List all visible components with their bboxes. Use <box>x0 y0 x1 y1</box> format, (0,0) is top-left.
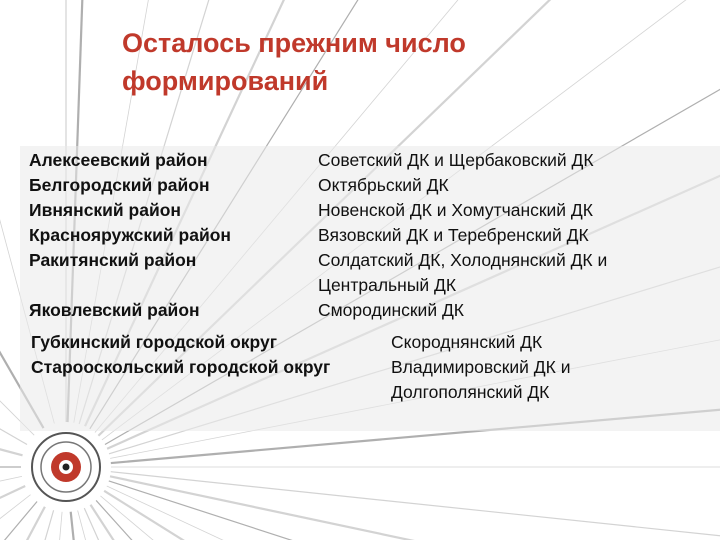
background-ray <box>0 501 37 540</box>
title-line-2: формирований <box>122 66 329 96</box>
page-title <box>122 24 682 100</box>
background-ray <box>0 495 31 540</box>
district-item: Ракитянский район <box>29 250 197 270</box>
district-item: Краснояружский район <box>29 225 231 245</box>
club-item: Солдатский ДК, Холоднянский ДК и <box>318 250 608 270</box>
background-ray <box>109 481 720 540</box>
club-item: Смородинский ДК <box>318 300 464 320</box>
urban-club-item: Долгополянский ДК <box>391 382 550 402</box>
urban-club-item: Скороднянский ДК <box>391 332 543 352</box>
background-ray <box>84 508 513 540</box>
list-spacer <box>29 273 231 298</box>
district-item: Алексеевский район <box>29 150 208 170</box>
club-item: Советский ДК и Щербаковский ДК <box>318 150 594 170</box>
urban-district-item: Старооскольский городской округ <box>31 357 331 377</box>
background-ray <box>111 472 720 540</box>
urban-district-list <box>31 330 330 380</box>
background-ray <box>0 486 25 540</box>
club-list <box>318 148 607 323</box>
club-item: Вязовский ДК и Теребренский ДК <box>318 225 589 245</box>
background-ray <box>0 512 62 540</box>
district-list <box>29 148 231 323</box>
club-item: Центральный ДК <box>318 275 457 295</box>
title-line-1: Осталось прежним число <box>122 28 466 58</box>
background-ray <box>96 500 720 540</box>
background-ray <box>104 491 720 540</box>
club-item: Октябрьский ДК <box>318 175 449 195</box>
club-item: Новенской ДК и Хомутчанский ДК <box>318 200 593 220</box>
target-circle-icon <box>32 433 100 501</box>
background-ray <box>0 476 22 540</box>
background-ray <box>0 507 45 540</box>
district-item: Белгородский район <box>29 175 210 195</box>
urban-club-item: Владимировский ДК и <box>391 357 571 377</box>
background-ray <box>91 505 666 540</box>
district-item: Ивнянский район <box>29 200 181 220</box>
urban-club-list <box>391 330 570 405</box>
district-item: Яковлевский район <box>29 300 200 320</box>
background-ray <box>100 496 720 540</box>
urban-district-item: Губкинский городской округ <box>31 332 278 352</box>
